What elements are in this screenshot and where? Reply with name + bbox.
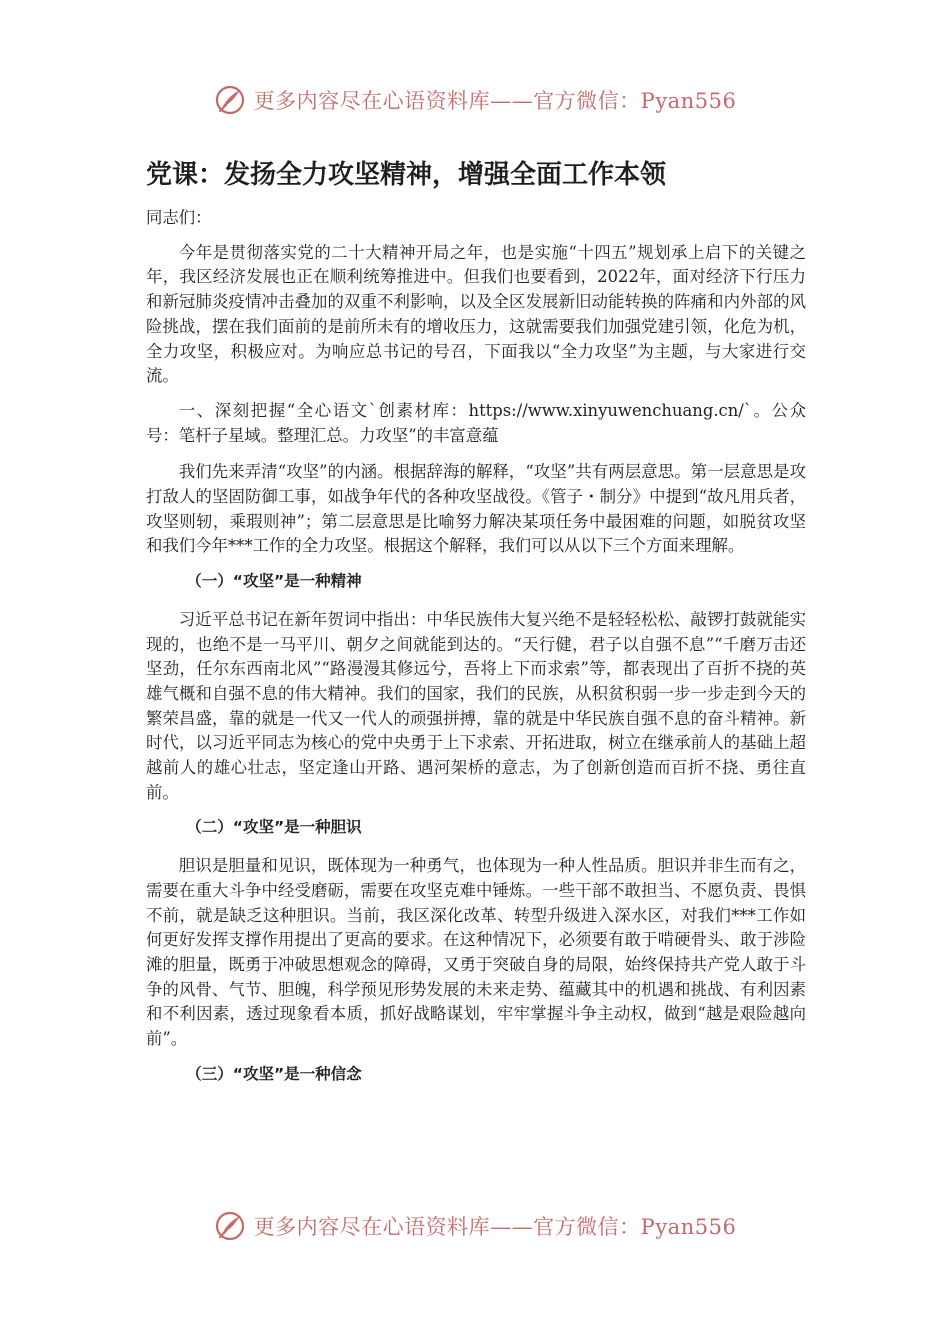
subheading-courage: （二）“攻坚”是一种胆识 [186, 818, 362, 837]
document-body [146, 206, 806, 1101]
footer-watermark-banner [0, 1210, 950, 1242]
paragraph-courage: 胆识是胆量和见识，既体现为一种勇气，也体现为一种人性品质。胆识并非生而有之，需要在重大斗争中经受磨砺，需要在攻坚克难中锤炼。一些干部不敢担当、不愿负责、畏惧不前，就是缺乏这种胆识。当前，我区深化改革、转型升级进入深水区，对我们***工作如何更好发挥支撑作用提出了更高的要求。在这种情况下，必须要有敢于啃硬骨头、敢于涉险滩的胆量，既勇于冲破思想观念的障碍，又勇于突破自身的局限，始终保持共产党人敢于斗争的风骨、气节、胆魄，科学预见形势发展的未来走势、蕴藏其中的机遇和挑战、有利因素和不利因素，透过现象看本质，抓好战略谋划，牢牢掌握斗争主动权，做到“越是艰险越向前”。 [146, 856, 806, 1049]
page-title: 党课：发扬全力攻坚精神，增强全面工作本领 [146, 160, 667, 190]
greeting: 同志们： [146, 208, 212, 227]
subheading-spirit: （一）“攻坚”是一种精神 [186, 572, 362, 591]
subheading-belief: （三）“攻坚”是一种信念 [186, 1064, 362, 1083]
section-heading-1: 一、深刻把握“全心语文`创素材库：https://www.xinyuwenchuang.cn/`。公众号：笔杆子星域。整理汇总。力攻坚”的丰富意蕴 [146, 400, 806, 445]
paragraph-intro: 今年是贯彻落实党的二十大精神开局之年，也是实施“十四五”规划承上启下的关键之年，我区经济发展也正在顺利统筹推进中。但我们也要看到，2022年，面对经济下行压力和新冠肺炎疫情冲击叠加的双重不利影响，以及全区发展新旧动能转换的阵痛和内外部的风险挑战，摆在我们面前的是前所未有的增收压力，这就需要我们加强党建引领，化危为机，全力攻坚，积极应对。为响应总书记的号召，下面我以“全力攻坚”为主题，与大家进行交流。 [146, 242, 806, 386]
watermark-text: 更多内容尽在心语资料库——官方微信：Pyan556 [253, 89, 737, 113]
paragraph-spirit: 习近平总书记在新年贺词中指出：中华民族伟大复兴绝不是轻轻松松、敲锣打鼓就能实现的，也绝不是一马平川、朝夕之间就能到达的。“天行健，君子以自强不息”“千磨万击还坚劲，任尔东西南北风”“路漫漫其修远兮，吾将上下而求索”等，都表现出了百折不挠的英雄气概和自强不息的伟大精神。我们的国家，我们的民族，从积贫积弱一步一步走到今天的繁荣昌盛，靠的就是一代又一代人的顽强拼搏，靠的就是中华民族自强不息的奋斗精神。新时代，以习近平同志为核心的党中央勇于上下求索、开拓进取，树立在继承前人的基础上超越前人的雄心壮志，坚定逢山开路、遇河架桥的意志，为了创新创造而百折不挠、勇往直前。 [146, 609, 806, 802]
quill-icon [214, 84, 246, 116]
watermark-text: 更多内容尽在心语资料库——官方微信：Pyan556 [253, 1215, 737, 1239]
quill-icon [214, 1210, 246, 1242]
paragraph-definition: 我们先来弄清“攻坚”的内涵。根据辞海的解释，“攻坚”共有两层意思。第一层意思是攻打敌人的坚固防御工事，如战争年代的各种攻坚战役。《管子・制分》中提到“故凡用兵者，攻坚则轫，乘瑕则神”；第二层意思是比喻努力解决某项任务中最困难的问题，如脱贫攻坚和我们今年***工作的全力攻坚。根据这个解释，我们可以从以下三个方面来理解。 [146, 462, 806, 556]
header-watermark-banner [0, 84, 950, 116]
